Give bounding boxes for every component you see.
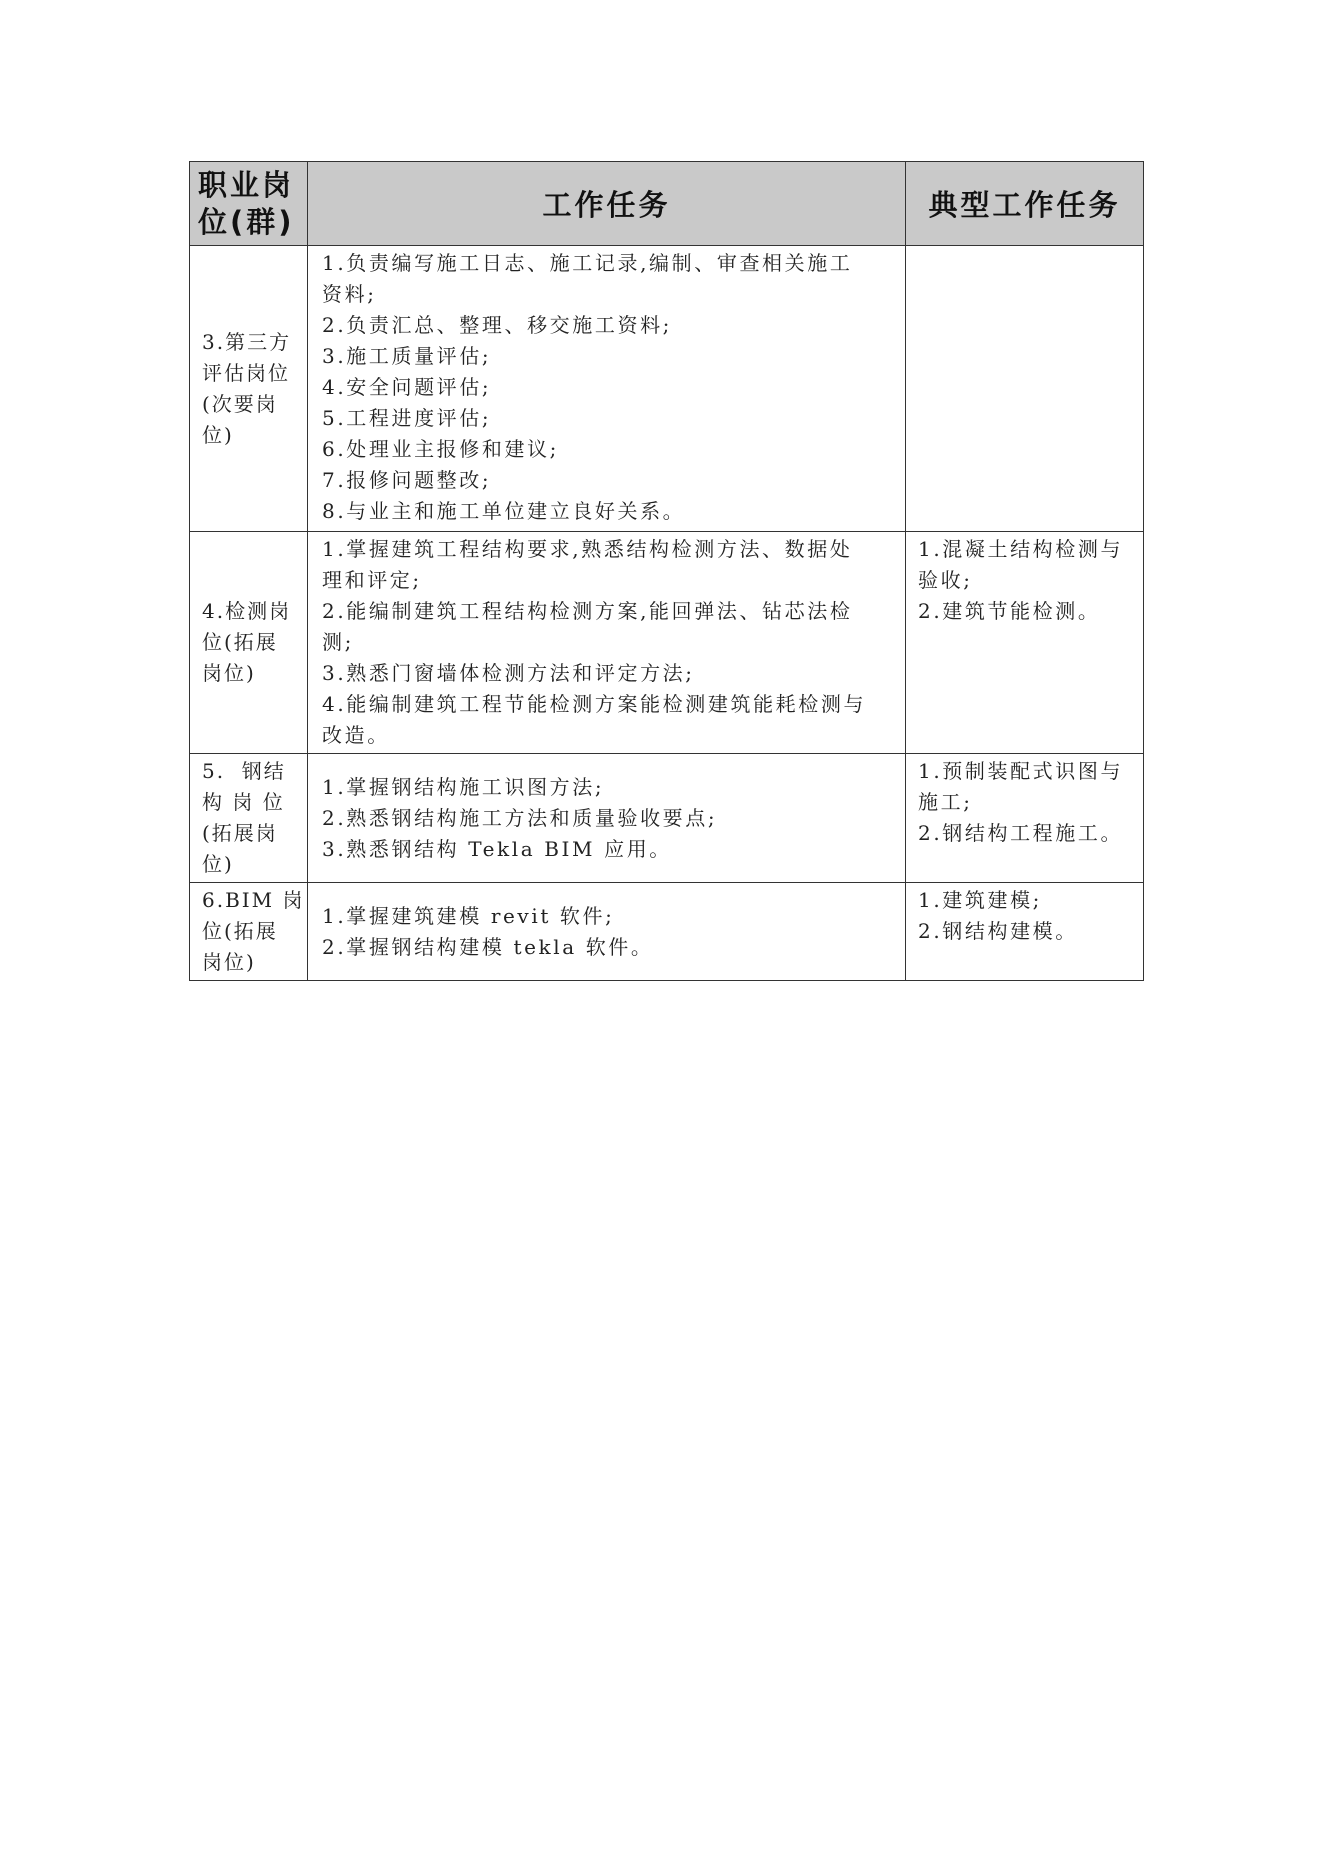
typical-task-line: 验收; [918,568,973,592]
task-line: 8.与业主和施工单位建立良好关系。 [322,499,686,523]
task-line: 6.处理业主报修和建议; [322,437,560,461]
task-line: 4.安全问题评估; [322,375,492,399]
position-line: (次要岗 [202,391,278,416]
typical-task-line: 1.混凝土结构检测与 [918,537,1124,561]
typical-task-line: 1.预制装配式识图与 [918,759,1124,783]
task-line: 1.掌握钢结构施工识图方法; [322,774,605,799]
task-line: 1.负责编写施工日志、施工记录,编制、审查相关施工 [322,251,853,275]
typical-tasks-cell [906,246,1144,532]
position-cell [190,246,308,532]
typical-tasks-cell [906,754,1144,883]
position-line: 位(拓展 [202,919,278,943]
job-task-table [189,161,1144,981]
header-tasks: 工作任务 [308,162,906,246]
position-line: 构 岗 位 [202,790,285,814]
task-line: 2.负责汇总、整理、移交施工资料; [322,313,673,337]
typical-task-line: 2.钢结构工程施工。 [918,821,1124,845]
task-line: 测; [322,630,354,654]
position-line: (拓展岗 [202,821,278,845]
task-line: 理和评定; [322,568,422,592]
task-line: 2.能编制建筑工程结构检测方案,能回弹法、钻芯法检 [322,599,853,623]
task-line: 3.熟悉钢结构 Tekla BIM 应用。 [322,836,672,861]
task-line: 3.施工质量评估; [322,344,492,368]
task-line: 2.掌握钢结构建模 tekla 软件。 [322,934,654,959]
position-line: 6.BIM 岗 [202,888,305,912]
task-line: 3.熟悉门窗墙体检测方法和评定方法; [322,661,695,685]
typical-task-line: 1.建筑建模; [918,888,1043,912]
position-line: 3.第三方 [202,329,292,354]
header-typical-tasks: 典型工作任务 [906,162,1144,246]
table-row [190,754,1144,883]
position-line: 位) [202,852,234,876]
typical-task-line: 2.钢结构建模。 [918,919,1078,943]
table-row [190,883,1144,981]
header-position-line: 位(群) [198,204,295,239]
tasks-cell [308,246,906,532]
typical-task-line: 施工; [918,790,973,814]
task-line: 1.掌握建筑工程结构要求,熟悉结构检测方法、数据处 [322,537,853,561]
position-cell [190,532,308,754]
task-line: 2.熟悉钢结构施工方法和质量验收要点; [322,805,718,830]
position-line: 岗位) [202,661,256,685]
position-line: 位) [202,422,234,447]
tasks-cell [308,532,906,754]
table-row [190,246,1144,532]
task-line: 资料; [322,282,377,306]
task-line: 5.工程进度评估; [322,406,492,430]
task-line: 7.报修问题整改; [322,468,492,492]
task-line: 改造。 [322,723,390,747]
header-position [190,162,308,246]
typical-tasks-cell [906,883,1144,981]
typical-tasks-cell [906,532,1144,754]
position-line: 评估岗位 [202,360,290,385]
tasks-cell [308,754,906,883]
tasks-cell [308,883,906,981]
table-header-row [190,162,1144,246]
table-row [190,532,1144,754]
header-position-line: 职业岗 [198,167,295,202]
task-line: 1.掌握建筑建模 revit 软件; [322,903,615,928]
position-line: 5. 钢结 [202,759,286,783]
position-cell [190,883,308,981]
position-cell [190,754,308,883]
position-line: 4.检测岗 [202,599,292,623]
position-line: 岗位) [202,950,256,974]
position-line: 位(拓展 [202,630,278,654]
typical-task-line: 2.建筑节能检测。 [918,599,1101,623]
task-line: 4.能编制建筑工程节能检测方案能检测建筑能耗检测与 [322,692,867,716]
